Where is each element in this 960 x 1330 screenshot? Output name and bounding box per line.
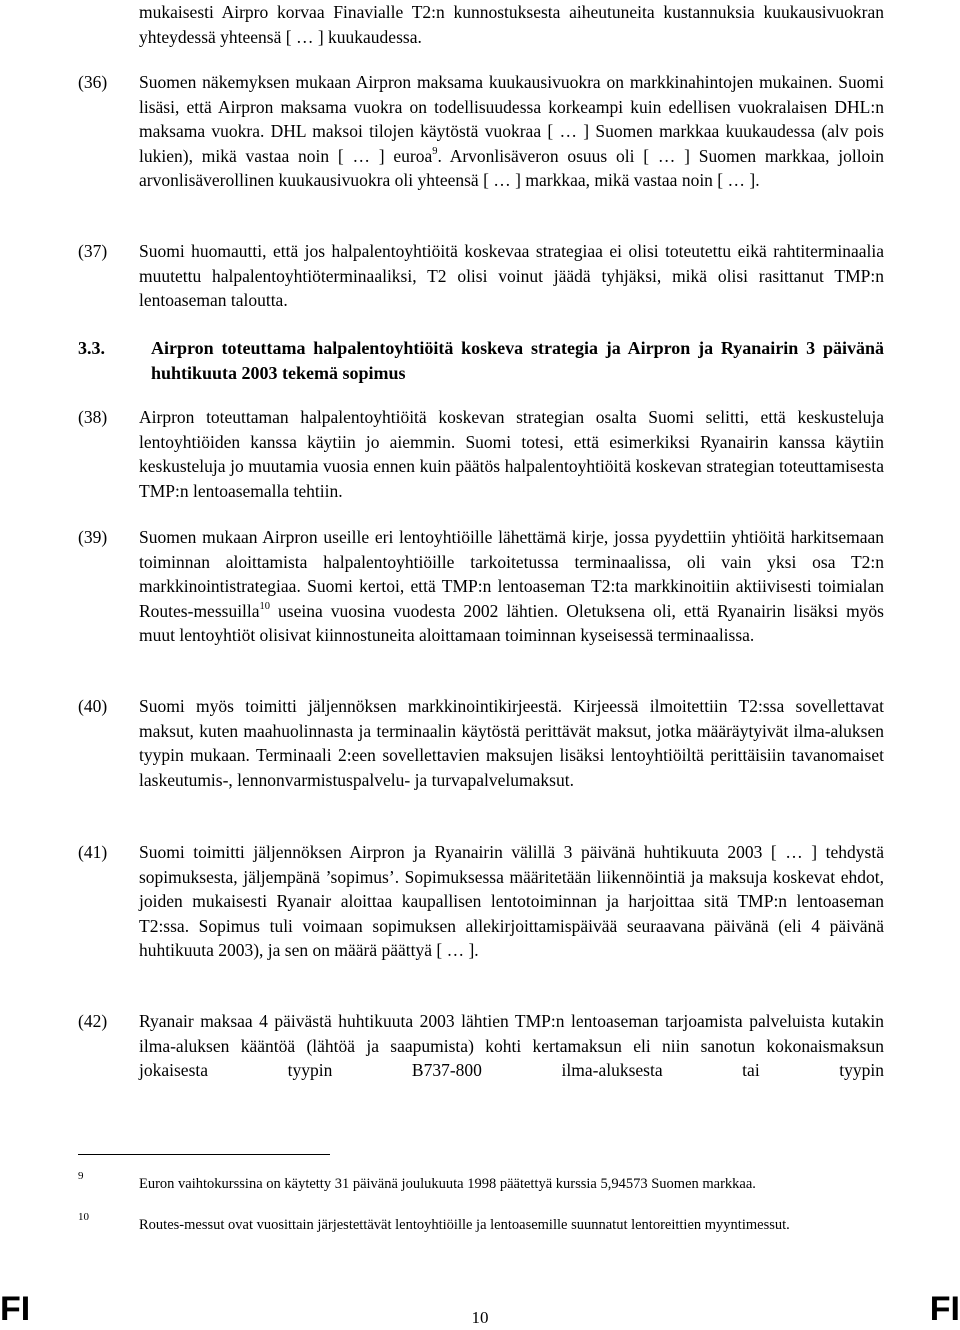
paragraph-38: Airpron toteuttaman halpalentoyhtiöitä koskevan strategian osalta Suomi selitti, että keskusteluja lentoyhtiöiden kanssa käytiin jo aiemmin. Suomi totesi, että esimerkiksi Ryanairin kanssa käytiin keskusteluja jo muutamia vuosia ennen kuin päätös halpalentoyhtiöitä koskevan strategian toteuttamisesta TMP:n lentoasemalla tehtiin.: [139, 407, 884, 501]
paragraph-number: (36): [78, 72, 108, 92]
paragraph-number: (39): [78, 527, 108, 547]
paragraph-36: [139, 70, 884, 193]
paragraph-37: Suomi huomautti, että jos halpalentoyhtiöitä koskevaa strategiaa ei olisi toteutettu eikä rahtiterminaalia muutettu halpalentoyhtiöterminaaliksi, T2 olisi voinut jäädä tyhjäksi, mikä olisi rasittanut TMP:n lentoaseman taloutta.: [139, 241, 884, 311]
footer-language-left: FI: [0, 1290, 31, 1328]
paragraph-42: Ryanair maksaa 4 päivästä huhtikuuta 2003 lähtien TMP:n lentoaseman tarjoamista palveluista kutakin ilma-aluksen kääntöä (lähtöä ja saapumista) kohti kertamaksun eli niin sanotun kokonaismaksun jokaisesta tyypin B737-800 ilma-aluksesta tai tyypin: [139, 1011, 884, 1081]
paragraph-number: (42): [78, 1011, 108, 1031]
paragraph-text: Suomen näkemyksen mukaan Airpron maksama kuukausivuokra on markkinahintojen mukainen. Suomi lisäsi, että Airpron maksama vuokra on todellisuudessa korkeampi kuin edellisen vuokralaisen DHL:n maksama vuokra. DHL maksoi tilojen käytöstä vuokraa [ … ] Suomen markkaa kuukaudessa (alv pois lukien), mikä vastaa noin [ … ] euroa: [139, 72, 884, 166]
paragraph-text: . Arvonlisäveron osuus oli [ … ] Suomen markkaa, jolloin arvonlisäverollinen kuukausivuokra oli yhteensä [ … ] markkaa, mikä vastaa noin [ … ].: [139, 145, 884, 191]
paragraph-41: Suomi toimitti jäljennöksen Airpron ja Ryanairin välillä 3 päivänä huhtikuuta 2003 [ … ] tehdystä sopimuksesta, jäljempänä ’sopimus’. Sopimuksessa määritetään liikennöintiä ja maksuja koskevat ehdot, joiden mukaisesti Ryanair aloittaa kaupallisen lentotoiminnan ja harjoittaa sitä TMP:n lentoaseman T2:ssa. Sopimus tuli voimaan sopimuksen allekirjoittamispäivää seuraavana päivänä (eli 4 päivänä huhtikuuta 2003), ja sen on määrä päättyä [ … ].: [139, 842, 884, 961]
section-number: 3.3.: [78, 338, 105, 358]
paragraph-number: (40): [78, 696, 108, 716]
footnote-number: 9: [78, 1170, 84, 1182]
continuation-text: mukaisesti Airpro korvaa Finavialle T2:n kunnostuksesta aiheutuneita kustannuksia kuukausivuokran yhteydessä yhteensä [ … ] kuukaudessa.: [139, 2, 884, 47]
paragraph-number: (38): [78, 407, 108, 427]
footnote-ref[interactable]: 10: [259, 600, 271, 612]
paragraph-number: (37): [78, 241, 108, 261]
paragraph-text: useina vuosina vuodesta 2002 lähtien. Oletuksena oli, että Ryanairin lisäksi myös muut lentoyhtiöt olisivat kiinnostuneita aloittamaan toiminnan kyseisessä terminaalissa.: [139, 600, 884, 646]
section-title: Airpron toteuttama halpalentoyhtiöitä koskeva strategia ja Airpron ja Ryanairin 3 päivänä huhtikuuta 2003 tekemä sopimus: [151, 338, 884, 383]
footnote-number: 10: [78, 1211, 89, 1223]
paragraph-39: [139, 525, 884, 648]
page-number: 10: [471, 1308, 489, 1327]
paragraph-text: Suomen mukaan Airpron useille eri lentoyhtiöille lähettämä kirje, jossa pyydettiin yhtiöitä harkitsemaan toiminnan aloittamista halpalentoyhtiöille tarkoitetussa terminaalissa, oli vain yksi osa T2:n markkinointistrategiaa. Suomi kertoi, että TMP:n lentoaseman T2:ta markkinoitiin aktiivisesti toimialan Routes-messuilla: [139, 527, 884, 621]
footnote-9: Euron vaihtokurssina on käytetty 31 päivänä joulukuuta 1998 päätettyä kurssia 5,94573 Suomen markkaa.: [139, 1176, 756, 1192]
paragraph-number: (41): [78, 842, 108, 862]
footer-language-right: FI: [929, 1290, 960, 1328]
footnote-10: Routes-messut ovat vuosittain järjestettävät lentoyhtiöille ja lentoasemille suunnatut lentoreittien myyntimessut.: [139, 1217, 790, 1233]
footnote-ref[interactable]: 9: [432, 145, 438, 157]
paragraph-40: Suomi myös toimitti jäljennöksen markkinointikirjeestä. Kirjeessä ilmoitettiin T2:ssa sovellettavat maksut, kuten maahuolinnasta ja terminaalin käytöstä perittävät maksut, jotka määräytyivät ilma-aluksen tyypin mukaan. Terminaali 2:een sovellettavien maksujen lisäksi lentoyhtiöiltä perittäisiin tavanomaiset laskeutumis-, lennonvarmistuspalvelu- ja turvapalvelumaksut.: [139, 696, 884, 790]
footnote-divider: [78, 1154, 330, 1155]
